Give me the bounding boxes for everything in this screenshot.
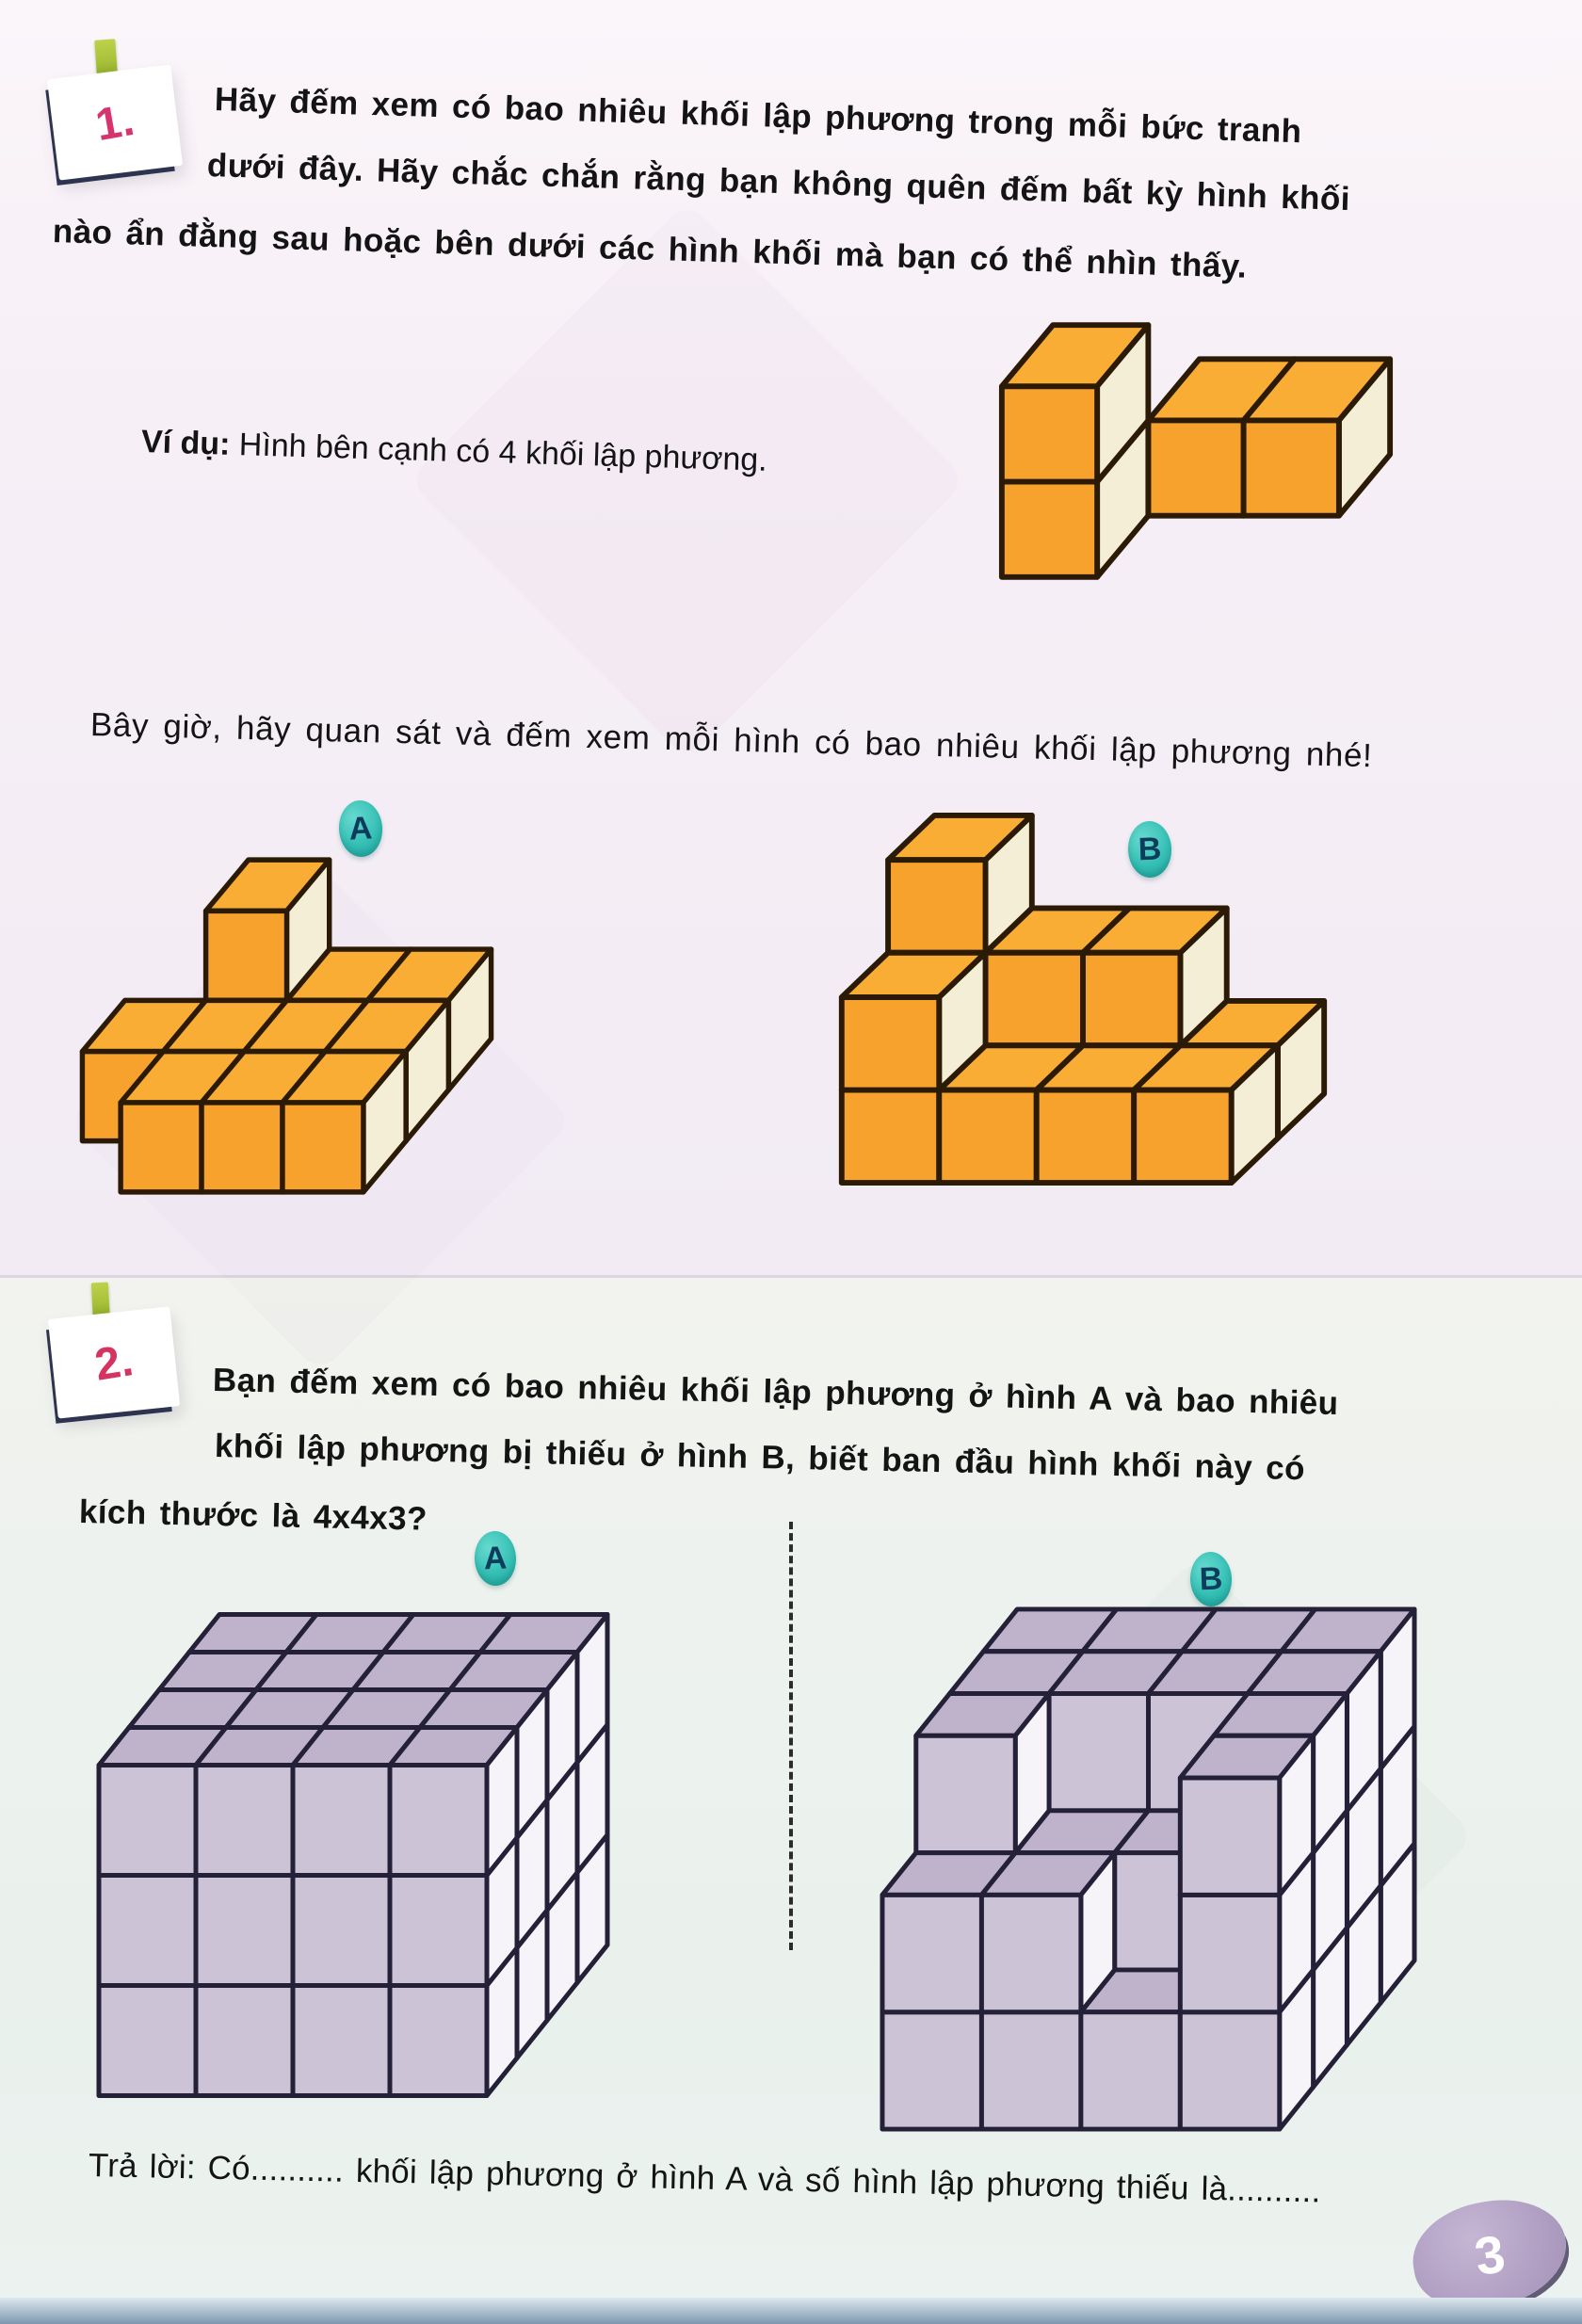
problem2-text-line2: khối lập phương bị thiếu ở hình B, biết ban đầu hình khối này có — [214, 1428, 1306, 1488]
example-caption-label: Ví dụ: — [140, 424, 231, 462]
problem1-text-line2: dưới đây. Hãy chắc chắn rằng bạn không quên đếm bất kỳ hình khối — [206, 147, 1351, 218]
figure2a-cubes — [94, 1606, 612, 2104]
figure1b-label: B — [1127, 820, 1172, 879]
example-caption-text: Hình bên cạnh có 4 khối lập phương. — [229, 426, 768, 478]
figure2b-cubes — [878, 1601, 1419, 2138]
figure1a-label: A — [337, 799, 383, 858]
figures-dashed-divider — [789, 1522, 793, 1950]
problem1-prompt: Bây giờ, hãy quan sát và đếm xem mỗi hình có bao nhiêu khối lập phương nhé! — [89, 706, 1373, 775]
problem1-text-line1: Hãy đếm xem có bao nhiêu khối lập phương trong mỗi bức tranh — [214, 81, 1302, 151]
figure1b-cubes — [825, 810, 1341, 1188]
problem1-sticky-note — [47, 64, 183, 180]
problem1-text-line3: nào ẩn đằng sau hoặc bên dưới các hình khối mà bạn có thể nhìn thấy. — [52, 213, 1248, 285]
page-number: 3 — [1470, 2222, 1509, 2286]
problem2-sticky-note — [48, 1306, 180, 1418]
background-watermark — [408, 201, 967, 760]
figure1a-cubes — [77, 840, 496, 1212]
problem2-number: 2. — [91, 1334, 137, 1391]
problem2-text-line3: kích thước là 4x4x3? — [78, 1493, 428, 1538]
answer-line: Trả lời: Có.......... khối lập phương ở hình A và số hình lập phương thiếu là.......... — [88, 2147, 1321, 2210]
problem2-text-line1: Bạn đếm xem có bao nhiêu khối lập phương ở hình A và bao nhiêu — [212, 1362, 1339, 1423]
page-bottom-edge — [0, 2298, 1582, 2324]
figure2a-label: A — [474, 1530, 517, 1587]
figure2b-label: B — [1189, 1551, 1233, 1607]
problem1-number: 1. — [91, 94, 138, 151]
example-cubes-figure — [996, 307, 1396, 595]
